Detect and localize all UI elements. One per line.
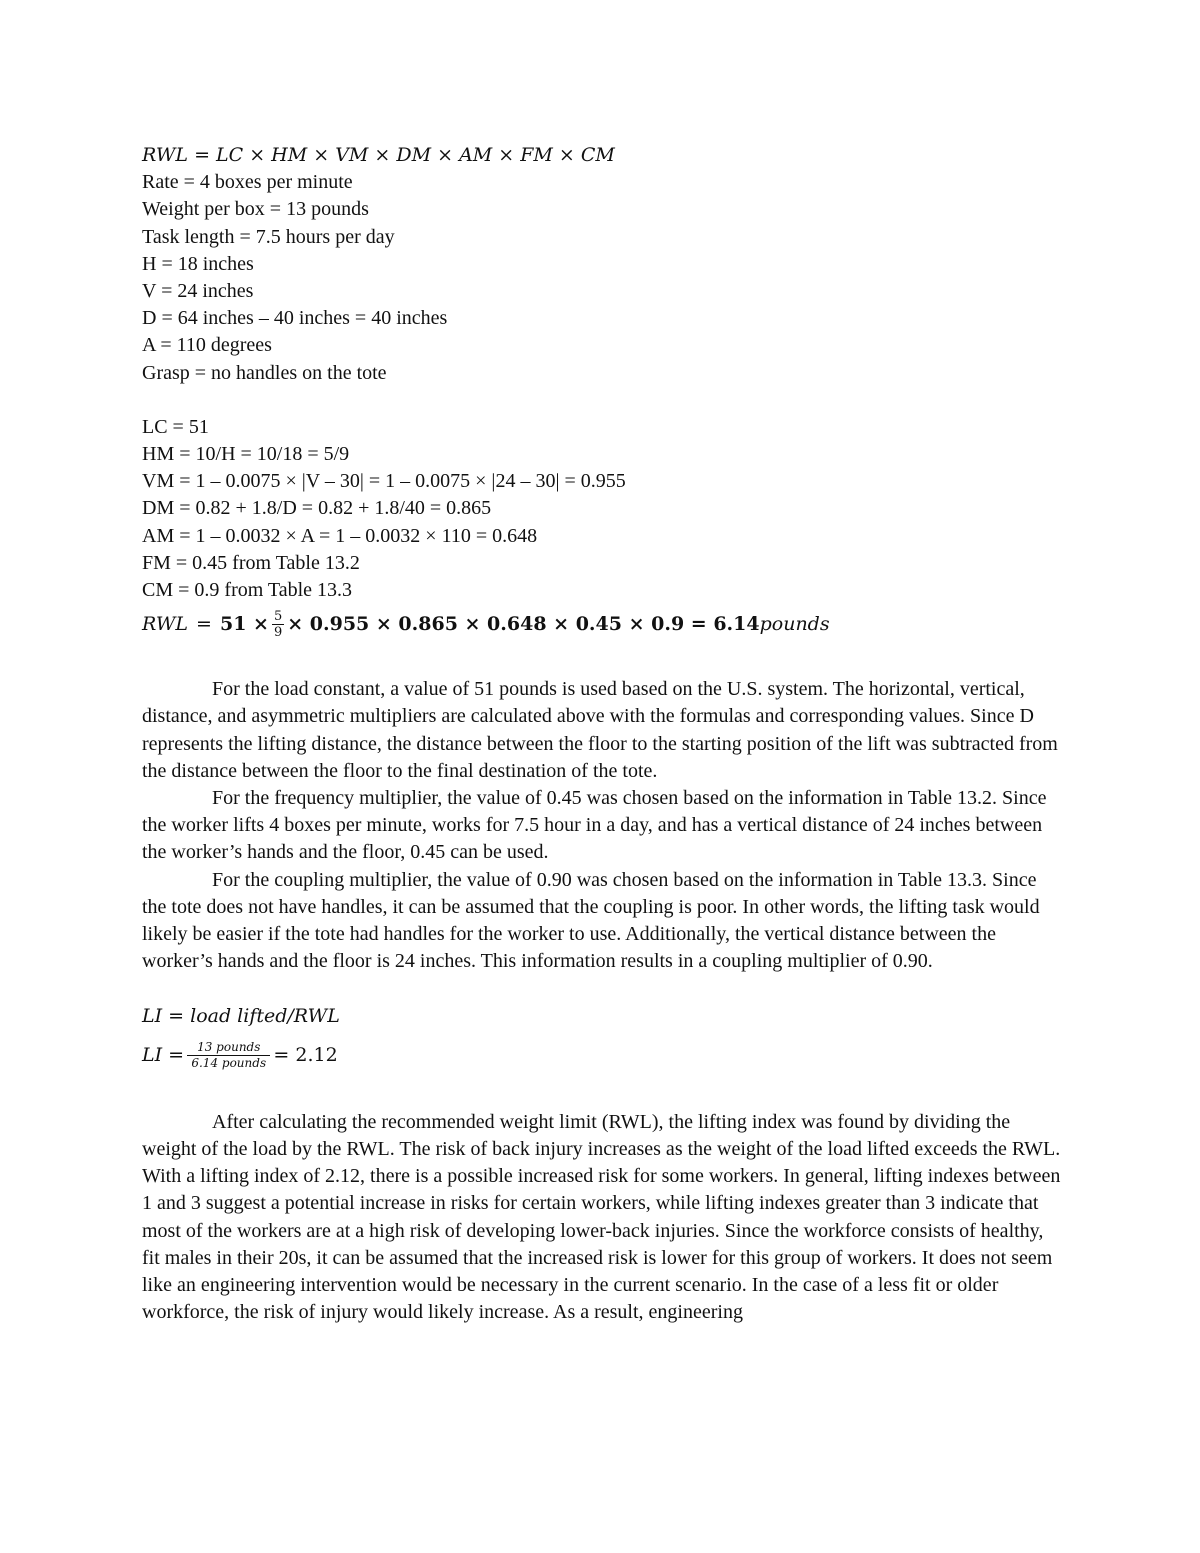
multiplier-am: AM = 1 – 0.0032 × A = 1 – 0.0032 × 110 = 0.648 [142, 524, 538, 547]
paragraph-lifting-index: After calculating the recommended weight limit (RWL), the lifting index was found by dividing the weight of the load by the RWL. The risk of back injury increases as the weight of the load lifted exceeds the RWL. With a lifting index of 2.12, there is a possible increased risk for some workers. In general, lifting indexes between 1 and 3 suggest a potential increase in risks for certain workers, while lifting indexes greater than 3 indicate that most of the workers are at a high risk of developing lower-back injuries. Since the workforce consists of healthy, fit males in their 20s, it can be assumed that the increased risk is lower for this group of workers. It does not seem like an engineering intervention would be necessary in the current scenario. In the case of a less fit or older workforce, the risk of injury would likely increase. As a result, engineering [142, 1110, 1061, 1324]
given-weight: Weight per box = 13 pounds [142, 198, 369, 221]
given-a: A = 110 degrees [142, 334, 272, 357]
rwl-final-unit: pounds [759, 613, 830, 636]
li-numerator: 13 pounds [187, 1041, 270, 1056]
multiplier-vm: VM = 1 – 0.0075 × |V – 30| = 1 – 0.0075 × |24 – 30| = 0.955 [142, 470, 626, 493]
explanation-block-1 [142, 676, 1062, 975]
multiplier-dm: DM = 0.82 + 1.8/D = 0.82 + 1.8/40 = 0.865 [142, 497, 492, 520]
li-denominator: 6.14 pounds [191, 1055, 267, 1070]
rwl-final-factor1: 51 × [219, 613, 269, 636]
givens-list [142, 169, 1062, 387]
explanation-block-2 [142, 1109, 1062, 1327]
li-fraction [187, 1041, 270, 1069]
fraction-numerator: 5 [273, 608, 283, 624]
multiplier-lc: LC = 51 [142, 415, 209, 438]
li-lhs: LI = [142, 1043, 185, 1066]
multiplier-cm: CM = 0.9 from Table 13.3 [142, 579, 353, 602]
multipliers-list [142, 414, 1062, 604]
spacer [142, 387, 1062, 414]
rwl-final-eq: = [196, 613, 212, 636]
given-v: V = 24 inches [142, 280, 254, 303]
li-calculation [142, 1031, 1062, 1079]
fraction-denominator: 9 [273, 624, 283, 640]
given-d: D = 64 inches – 40 inches = 40 inches [142, 307, 448, 330]
rwl-final-lhs: RWL [142, 613, 189, 636]
rwl-final-equation [142, 604, 1062, 644]
li-result: = 2.12 [273, 1043, 338, 1066]
paragraph-frequency-multiplier: For the frequency multiplier, the value of 0.45 was chosen based on the information in Table 13.2. Since the worker lifts 4 boxes per minute, works for 7.5 hour in a day, and has a vertical distance of 24 inches between the worker’s hands and the floor, 0.45 can be used. [142, 787, 1047, 864]
given-grasp: Grasp = no handles on the tote [142, 361, 387, 384]
given-h: H = 18 inches [142, 252, 254, 275]
spacer [142, 1079, 1062, 1109]
spacer [142, 975, 1062, 1003]
paragraph-coupling-multiplier: For the coupling multiplier, the value of 0.90 was chosen based on the information in Table 13.3. Since the tote does not have handles, it can be assumed that the coupling is poor. In other words, the lifting task would likely be easier if the tote had handles for the worker to use. Additionally, the vertical distance between the worker’s hands and the floor is 24 inches. This information results in a coupling multiplier of 0.90. [142, 868, 1040, 973]
rwl-formula: RWL = LC × HM × VM × DM × AM × FM × CM [142, 144, 615, 166]
rwl-final-rest: × 0.955 × 0.865 × 0.648 × 0.45 × 0.9 = 6.14 [287, 613, 760, 636]
multiplier-fm: FM = 0.45 from Table 13.2 [142, 551, 360, 574]
given-task-length: Task length = 7.5 hours per day [142, 225, 395, 248]
li-formula: LI = load lifted/RWL [142, 1005, 340, 1028]
spacer [142, 644, 1062, 676]
document-page [142, 142, 1062, 1326]
multiplier-hm: HM = 10/H = 10/18 = 5/9 [142, 443, 350, 466]
rwl-final-fraction [272, 610, 284, 639]
paragraph-load-constant: For the load constant, a value of 51 pounds is used based on the U.S. system. The horizontal, vertical, distance, and asymmetric multipliers are calculated above with the formulas and corresponding values. Since D represents the lifting distance, the distance between the floor to the starting position of the lift was subtracted from the distance between the floor to the final destination of the tote. [142, 678, 1058, 782]
given-rate: Rate = 4 boxes per minute [142, 171, 353, 194]
